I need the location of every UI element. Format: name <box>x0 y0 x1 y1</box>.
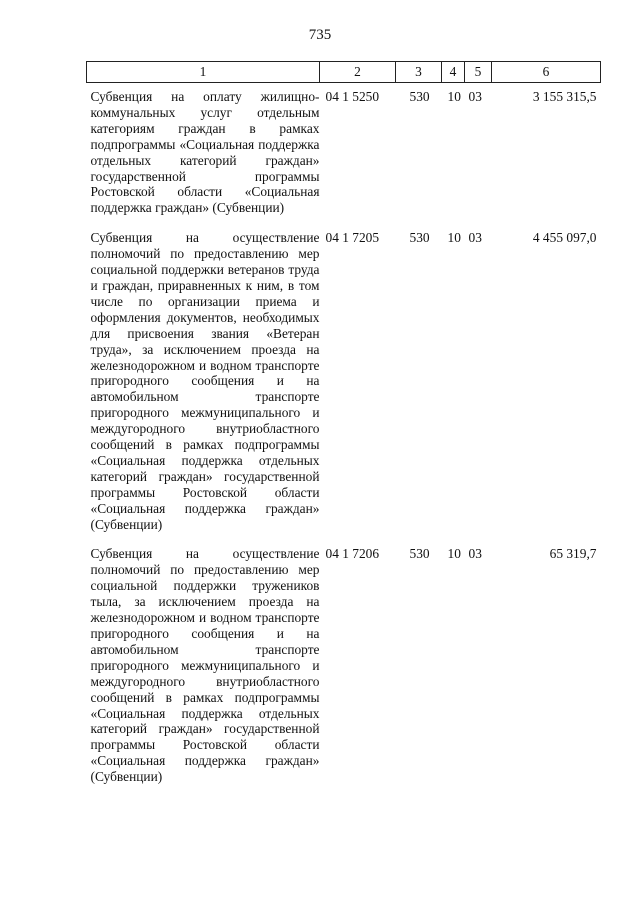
row-description: Субвенция на осуществление полномочий по предоставлению мер социальной поддержки ветеранов труда и граждан, приравненных к ним, в том числе по организации приема и оформления документов, необходимых для присвоения звания «Ветеран труда», за исключением проезда на железнодорожном и водном транспорте пригородного сообщения и на автомобильном транспорте пригородного межмуниципального и междугородного внутриобластного сообщений в рамках подпрограммы «Социальная поддержка отдельных категорий граждан» государственной программы Ростовской области «Социальная поддержка граждан» (Субвенции) <box>90 230 320 532</box>
row-section: 10 <box>447 230 461 246</box>
row-amount: 3 155 315,5 <box>532 89 597 104</box>
row-section: 10 <box>447 89 461 104</box>
column-header-6: 6 <box>492 62 601 83</box>
row-amount: 65 319,7 <box>549 546 597 562</box>
column-header-3: 3 <box>396 62 442 83</box>
table-row <box>87 540 601 793</box>
table-header-row <box>87 62 601 83</box>
row-subsection: 03 <box>468 230 482 246</box>
row-subsection: 03 <box>468 546 482 562</box>
row-subsection: 03 <box>468 89 482 104</box>
row-expense-type: 530 <box>409 230 430 246</box>
row-expense-type: 530 <box>409 546 430 562</box>
row-target-code: 04 1 5250 <box>325 89 380 104</box>
budget-table <box>86 61 601 793</box>
table-row <box>87 224 601 540</box>
row-target-code: 04 1 7206 <box>325 546 380 562</box>
row-target-code: 04 1 7205 <box>325 230 380 246</box>
column-header-5: 5 <box>465 62 492 83</box>
row-expense-type: 530 <box>409 89 430 104</box>
column-header-1: 1 <box>87 62 320 83</box>
column-header-2: 2 <box>320 62 396 83</box>
column-header-4: 4 <box>442 62 465 83</box>
table-row <box>87 83 601 225</box>
row-section: 10 <box>447 546 461 562</box>
row-description: Субвенция на осуществление полномочий по предоставлению мер социальной поддержки тружеников тыла, за исключением проезда на железнодорожном и водном транспорте пригородного сообщения и на автомобильном транспорте пригородного межмуниципального и междугородного внутриобластного сообщений в рамках подпрограммы «Социальная поддержка отдельных категорий граждан» государственной программы Ростовской области «Социальная поддержка граждан» (Субвенции) <box>90 546 320 785</box>
row-amount: 4 455 097,0 <box>532 230 597 246</box>
page-number: 735 <box>308 27 332 43</box>
row-description: Субвенция на оплату жилищно-коммунальных услуг отдельным категориям граждан в рамках подпрограммы «Социальная поддержка отдельных категорий граждан» государственной программы Ростовской области «Социальная поддержка граждан» (Субвенции) <box>90 89 320 216</box>
